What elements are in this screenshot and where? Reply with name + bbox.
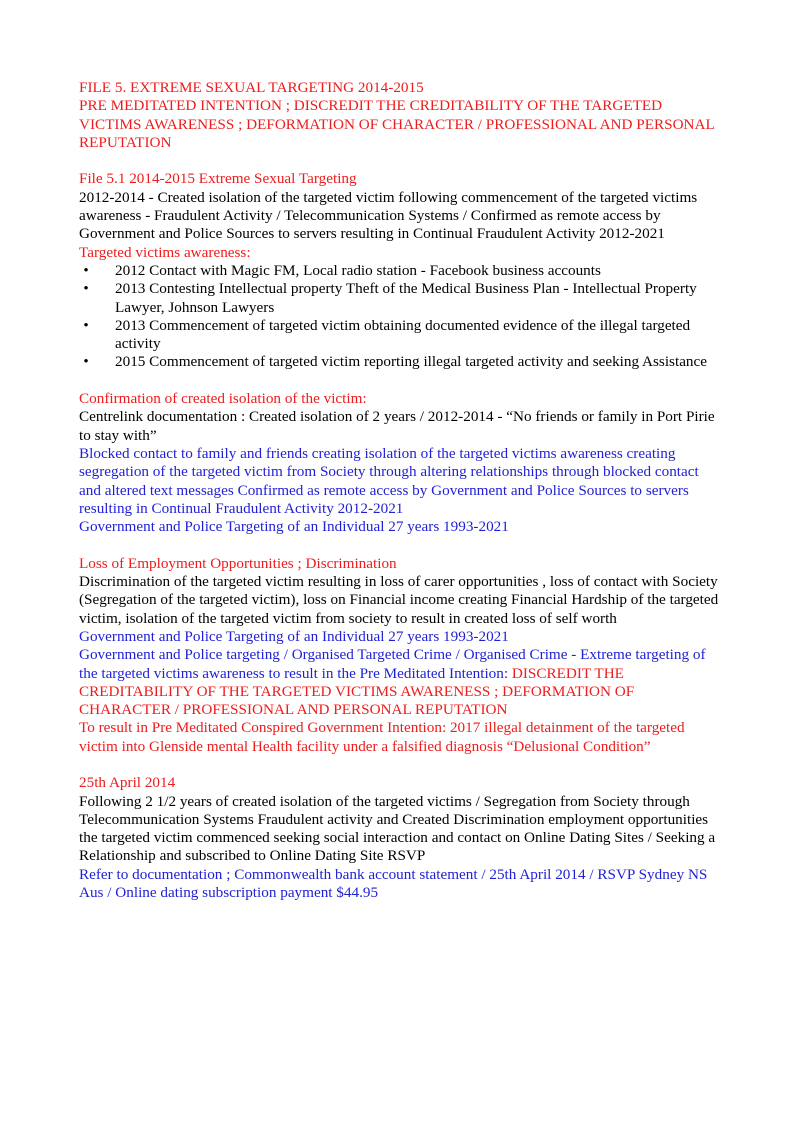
section-body-isolation: 2012-2014 - Created isolation of the targeted victim following commencement of the targeted victims awareness - Fraudulent Activity / Telecommunication Systems / Confirmed as remote access by Government and Police Sources to servers resulting in Continual Fraudulent Activity 2012-2021 (79, 188, 698, 243)
section-body-centrelink: Centrelink documentation : Created isolation of 2 years / 2012-2014 - “No friends or family in Port Pirie to stay with” (79, 408, 715, 444)
blue-note-targeting: Government and Police Targeting of an Individual 27 years 1993-2021 (79, 518, 509, 536)
red-note-detainment: To result in Pre Meditated Conspired Government Intention: 2017 illegal detainment of the targeted victim into Glenside mental Health facility under a falsified diagnosis “Delusional Condition” (79, 719, 685, 755)
blue-note-documentation: Refer to documentation ; Commonwealth bank account statement / 25th April 2014 / RSVP Sydney NS Aus / Online dating subscription payment $44.95 (79, 865, 708, 902)
red-inline-discredit: DISCREDIT THE CREDITABILITY OF THE TARGETED VICTIMS AWARENESS ; DEFORMATION OF CHARACTER / PROFESSIONAL AND PERSONAL REPUTATION (79, 664, 635, 719)
section-title-employment: Loss of Employment Opportunities ; Discrimination (79, 554, 397, 572)
list-item (79, 317, 719, 354)
mixed-paragraph (79, 646, 719, 719)
spacer (79, 152, 719, 170)
list-item (79, 280, 719, 317)
awareness-bullet-list (79, 262, 719, 372)
section-title-date: 25th April 2014 (79, 774, 176, 792)
spacer (79, 756, 719, 774)
bullet-icon: • (83, 280, 89, 298)
list-item (79, 353, 719, 371)
bullet-icon: • (83, 316, 89, 334)
list-item-text: 2012 Contact with Magic FM, Local radio station - Facebook business accounts (115, 261, 601, 279)
list-item (79, 262, 719, 280)
spacer (79, 536, 719, 554)
list-item-text: 2013 Commencement of targeted victim obtaining documented evidence of the illegal targeted activity (115, 316, 691, 353)
blue-note-targeting-2: Government and Police Targeting of an Individual 27 years 1993-2021 (79, 627, 509, 645)
blue-note-blocked-contact: Blocked contact to family and friends creating isolation of the targeted victims awareness creating segregation of the targeted victim from Society through altering relationships through blocked contact and altered text messages Confirmed as remote access by Government and Police Sources to servers resulting in Continual Fraudulent Activity 2012-2021 (79, 444, 699, 517)
subtitle-targeted-awareness: Targeted victims awareness: (79, 243, 251, 261)
list-item-text: 2015 Commencement of targeted victim reporting illegal targeted activity and seeking Assistance (115, 353, 708, 371)
file-heading: FILE 5. EXTREME SEXUAL TARGETING 2014-2015 (79, 79, 424, 96)
document-page (79, 79, 719, 902)
spacer (79, 372, 719, 390)
file-subheading: PRE MEDITATED INTENTION ; DISCREDIT THE CREDITABILITY OF THE TARGETED VICTIMS AWARENESS ; DEFORMATION OF CHARACTER / PROFESSIONAL AND PERSONAL REPUTATION (79, 97, 715, 151)
bullet-icon: • (83, 353, 89, 371)
section-title-file-5-1: File 5.1 2014-2015 Extreme Sexual Targeting (79, 170, 357, 188)
bullet-icon: • (83, 261, 89, 279)
blue-note-organised-crime: Government and Police targeting / Organised Targeted Crime / Organised Crime - Extreme targeting of the targeted victims awareness to result in the Pre Meditated Intention: (79, 646, 706, 682)
section-body-discrimination: Discrimination of the targeted victim resulting in loss of carer opportunities , loss of contact with Society (Segregation of the targeted victim), loss on Financial income creating Financial Hardship of the targeted victim, isolation of the targeted victim from society to result in created loss of self worth (79, 573, 719, 627)
section-title-confirmation: Confirmation of created isolation of the victim: (79, 390, 367, 408)
list-item-text: 2013 Contesting Intellectual property Theft of the Medical Business Plan - Intellectual Property Lawyer, Johnson Lawyers (115, 280, 697, 316)
section-body-dating: Following 2 1/2 years of created isolation of the targeted victims / Segregation from Society through Telecommunication Systems Fraudulent activity and Created Discrimination employment opportunities the targeted victim commenced seeking social interaction and contact on Online Dating Sites / Seeking a Relationship and subscribed to Online Dating Site RSVP (79, 792, 716, 865)
